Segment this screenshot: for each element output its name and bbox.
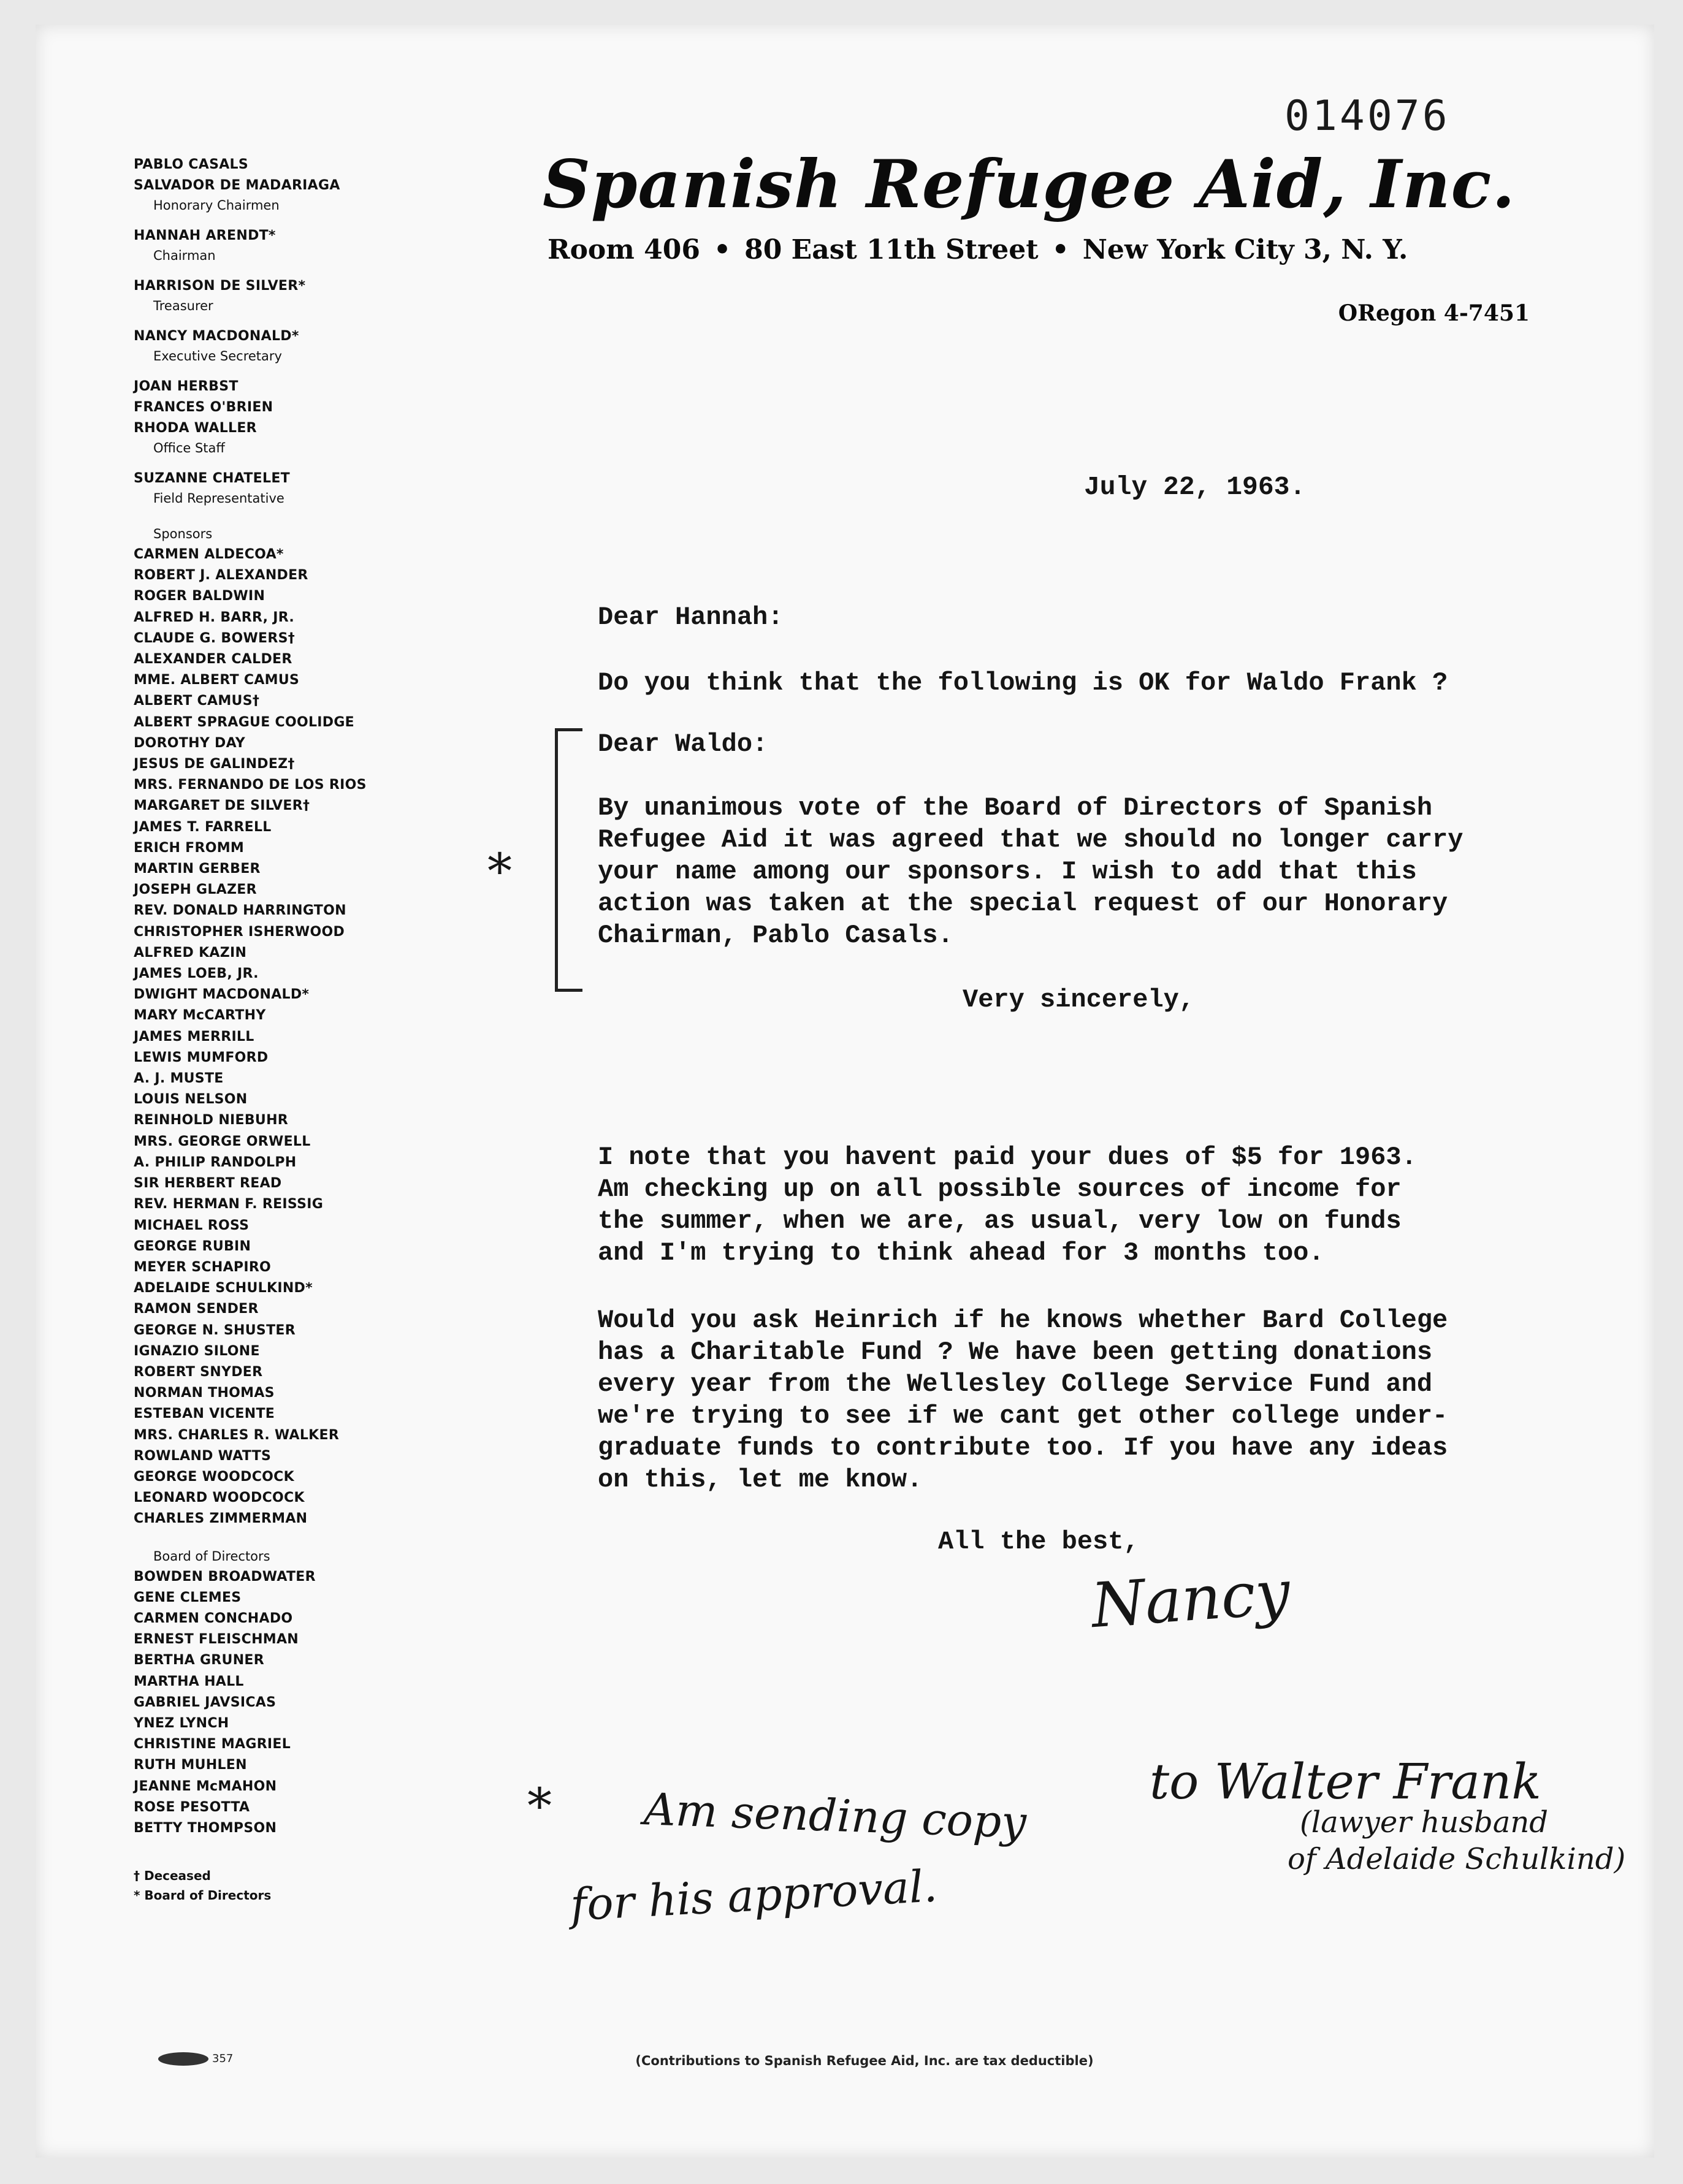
officer-role: Chairman [153, 248, 216, 263]
sponsor-name: GEORGE WOODCOCK [134, 1469, 294, 1485]
sponsor-name: ALBERT SPRAGUE COOLIDGE [134, 714, 355, 730]
sponsor-name: MEYER SCHAPIRO [134, 1259, 272, 1275]
sponsor-name: MARTIN GERBER [134, 861, 261, 877]
letter-salutation: Dear Hannah: [598, 603, 784, 632]
draft-salutation: Dear Waldo: [598, 729, 768, 759]
officer-name: PABLO CASALS [134, 157, 249, 172]
handwritten-bracket [555, 728, 582, 992]
board-member-name: JEANNE McMAHON [134, 1778, 277, 1794]
sponsor-name: ALFRED KAZIN [134, 945, 247, 961]
sidebar-legend [134, 1866, 440, 1905]
handwritten-note-line: (lawyer husband [1300, 1805, 1548, 1840]
sponsor-name: LOUIS NELSON [134, 1092, 248, 1108]
text-line: and I'm trying to think ahead for 3 months too. [598, 1238, 1324, 1268]
text-line: Am checking up on all possible sources of income for [598, 1174, 1402, 1204]
officer-name: HARRISON DE SILVER* [134, 278, 306, 294]
board-member-name: CHRISTINE MAGRIEL [134, 1737, 291, 1752]
sponsor-name: MME. ALBERT CAMUS [134, 672, 300, 688]
officer-name: SUZANNE CHATELET [134, 471, 290, 486]
sponsor-name: REV. DONALD HARRINGTON [134, 903, 346, 919]
letter-paragraph-college [598, 1304, 1448, 1496]
tax-deductible-note: (Contributions to Spanish Refugee Aid, Inc. are tax deductible) [635, 2053, 1094, 2068]
officer-group-secretary [134, 326, 440, 365]
organization-name: Spanish Refugee Aid, Inc. [543, 146, 1516, 223]
board-heading: Board of Directors [153, 1548, 270, 1564]
sponsor-name: NORMAN THOMAS [134, 1385, 275, 1401]
sponsor-name: GEORGE RUBIN [134, 1238, 251, 1254]
sponsor-name: ALFRED H. BARR, JR. [134, 609, 295, 625]
text-line: action was taken at the special request of our Honorary [598, 889, 1448, 918]
letter-date: July 22, 1963. [1084, 472, 1306, 502]
text-line: Chairman, Pablo Casals. [598, 921, 953, 950]
officer-role: Executive Secretary [153, 349, 282, 363]
document-serial-number: 014076 [1284, 92, 1450, 140]
address-separator-1: • [713, 234, 731, 265]
sponsor-name: ROBERT SNYDER [134, 1364, 263, 1380]
text-line: on this, let me know. [598, 1465, 923, 1494]
sponsor-name: SIR HERBERT READ [134, 1176, 282, 1192]
officer-name: RHODA WALLER [134, 420, 257, 436]
sponsor-name: MARGARET DE SILVER† [134, 798, 310, 814]
sponsor-name: JOSEPH GLAZER [134, 882, 257, 898]
sponsor-name: REINHOLD NIEBUHR [134, 1113, 289, 1128]
sponsor-name: RAMON SENDER [134, 1301, 259, 1317]
sponsor-name: LEWIS MUMFORD [134, 1049, 269, 1065]
organization-phone: ORegon 4-7451 [1338, 300, 1530, 326]
text-line: has a Charitable Fund ? We have been getting donations [598, 1337, 1433, 1367]
handwritten-note-line: of Adelaide Schulkind) [1288, 1842, 1626, 1876]
letter-closing: All the best, [938, 1527, 1139, 1556]
union-label-number: 357 [212, 2052, 234, 2065]
sponsor-name: ALEXANDER CALDER [134, 652, 292, 668]
handwritten-note-line: Am sending copy [643, 1783, 1028, 1848]
address-separator-2: • [1051, 234, 1069, 265]
letterhead-sidebar [134, 154, 440, 1905]
sponsor-name: JAMES T. FARRELL [134, 819, 272, 835]
legend-deceased: † Deceased [134, 1868, 211, 1884]
sponsor-name: ALBERT CAMUS† [134, 693, 260, 709]
board-member-name: MARTHA HALL [134, 1673, 244, 1689]
sponsor-name: JAMES MERRILL [134, 1029, 254, 1044]
handwritten-note-asterisk: * [527, 1778, 552, 1835]
officer-name: JOAN HERBST [134, 379, 239, 394]
officer-group-field-rep [134, 468, 440, 508]
text-line: I note that you havent paid your dues of $5 for 1963. [598, 1143, 1417, 1172]
sponsor-name: CHARLES ZIMMERMAN [134, 1511, 308, 1527]
board-member-name: YNEZ LYNCH [134, 1715, 229, 1731]
handwritten-note-line: for his approval. [569, 1860, 939, 1931]
handwritten-note-line: to Walter Frank [1150, 1753, 1541, 1810]
text-line: Would you ask Heinrich if he knows whether Bard College [598, 1306, 1448, 1335]
text-line: every year from the Wellesley College Service Fund and [598, 1369, 1433, 1399]
board-member-name: BOWDEN BROADWATER [134, 1569, 316, 1585]
text-line: your name among our sponsors. I wish to add that this [598, 857, 1417, 886]
legend-board: * Board of Directors [134, 1888, 272, 1903]
text-line: graduate funds to contribute too. If you have any ideas [598, 1433, 1448, 1463]
officer-name: NANCY MACDONALD* [134, 329, 299, 344]
officer-role: Office Staff [153, 441, 225, 455]
handwritten-asterisk: * [487, 843, 512, 900]
officer-group-office-staff [134, 376, 440, 457]
officer-name: HANNAH ARENDT* [134, 228, 276, 243]
address-street: 80 East 11th Street [744, 234, 1039, 265]
address-room: Room 406 [548, 234, 700, 265]
officer-role: Treasurer [153, 299, 213, 313]
sponsor-name: A. J. MUSTE [134, 1071, 224, 1087]
sponsor-name: MRS. FERNANDO DE LOS RIOS [134, 777, 367, 793]
sponsor-name: CARMEN ALDECOA* [134, 547, 284, 562]
sponsor-name: ERICH FROMM [134, 840, 245, 856]
sponsor-name: MRS. CHARLES R. WALKER [134, 1427, 340, 1443]
sponsor-name: CHRISTOPHER ISHERWOOD [134, 924, 345, 940]
letter-paragraph-dues [598, 1141, 1417, 1269]
board-member-name: GABRIEL JAVSICAS [134, 1694, 277, 1710]
text-line: we're trying to see if we cant get other college under- [598, 1401, 1448, 1431]
sponsor-name: CLAUDE G. BOWERS† [134, 630, 296, 646]
officer-role: Field Representative [153, 491, 284, 506]
union-bug-icon [158, 2052, 208, 2066]
board-member-name: GENE CLEMES [134, 1589, 242, 1605]
officer-group-honorary [134, 154, 440, 215]
sponsor-name: MICHAEL ROSS [134, 1217, 250, 1233]
sponsor-name: ESTEBAN VICENTE [134, 1406, 275, 1422]
officer-name: SALVADOR DE MADARIAGA [134, 178, 340, 193]
board-member-name: ERNEST FLEISCHMAN [134, 1632, 299, 1648]
text-line: By unanimous vote of the Board of Directors of Spanish [598, 793, 1433, 823]
board-member-name: RUTH MUHLEN [134, 1757, 247, 1773]
draft-closing: Very sincerely, [963, 985, 1195, 1014]
sponsor-name: ROGER BALDWIN [134, 588, 265, 604]
text-line: the summer, when we are, as usual, very low on funds [598, 1206, 1402, 1236]
sponsor-name: MRS. GEORGE ORWELL [134, 1133, 311, 1149]
sponsors-heading: Sponsors [153, 527, 213, 541]
draft-body [598, 792, 1463, 951]
officer-group-treasurer [134, 276, 440, 315]
union-label [158, 2052, 233, 2066]
sponsors-list [134, 544, 440, 1530]
officer-role: Honorary Chairmen [153, 198, 280, 213]
organization-address [548, 234, 1528, 265]
letter-question: Do you think that the following is OK for Waldo Frank ? [598, 668, 1448, 698]
board-member-name: BETTY THOMPSON [134, 1820, 277, 1836]
sponsor-name: GEORGE N. SHUSTER [134, 1322, 296, 1338]
sponsor-name: DWIGHT MACDONALD* [134, 987, 310, 1003]
sponsor-name: ROWLAND WATTS [134, 1448, 272, 1464]
sponsor-name: ADELAIDE SCHULKIND* [134, 1280, 313, 1296]
board-member-name: BERTHA GRUNER [134, 1653, 264, 1668]
sponsor-name: REV. HERMAN F. REISSIG [134, 1197, 324, 1212]
sponsor-name: JESUS DE GALINDEZ† [134, 756, 295, 772]
sponsor-name: LEONARD WOODCOCK [134, 1490, 305, 1506]
sponsor-name: MARY McCARTHY [134, 1008, 266, 1024]
sponsor-name: ROBERT J. ALEXANDER [134, 568, 308, 584]
officer-name: FRANCES O'BRIEN [134, 400, 273, 415]
board-list [134, 1567, 440, 1840]
text-line: Refugee Aid it was agreed that we should no longer carry [598, 825, 1464, 854]
signature: Nancy [1089, 1556, 1292, 1642]
address-city: New York City 3, N. Y. [1082, 234, 1408, 265]
officer-group-chairman [134, 226, 440, 265]
sponsor-name: DOROTHY DAY [134, 735, 246, 751]
sponsor-name: JAMES LOEB, JR. [134, 966, 259, 982]
sponsor-name: IGNAZIO SILONE [134, 1343, 260, 1359]
board-member-name: CARMEN CONCHADO [134, 1610, 293, 1626]
board-member-name: ROSE PESOTTA [134, 1799, 250, 1815]
sponsor-name: A. PHILIP RANDOLPH [134, 1154, 297, 1170]
